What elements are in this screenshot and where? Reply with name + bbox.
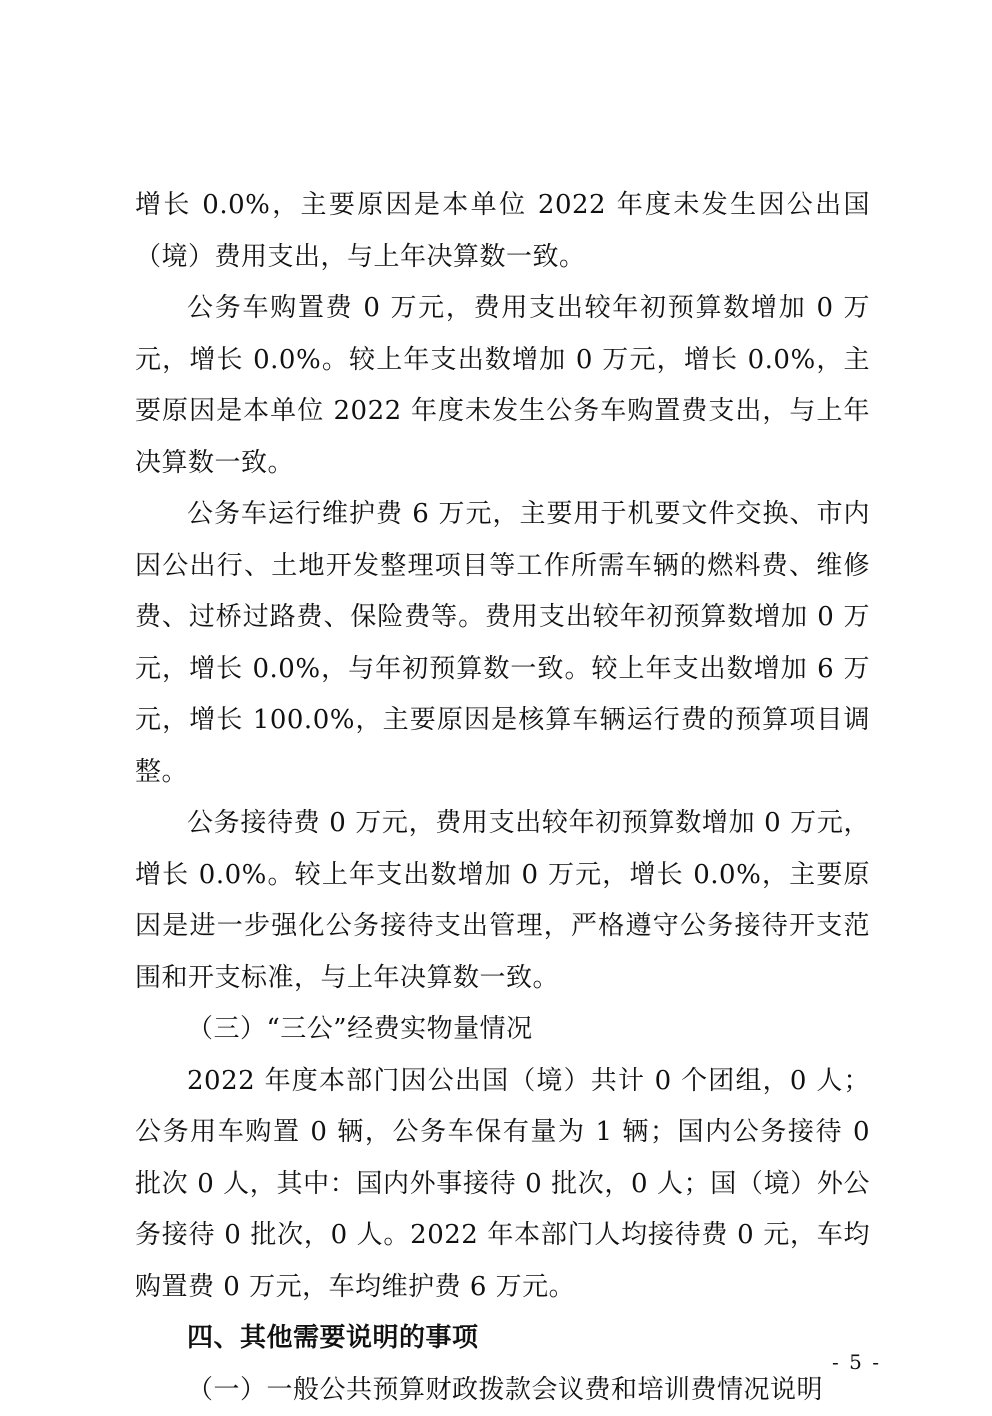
document-body: [135, 180, 870, 1416]
subheading-physical-quantities: （三）“三公”经费实物量情况: [135, 1004, 870, 1056]
paragraph-physical-quantities: 2022 年度本部门因公出国（境）共计 0 个团组，0 人；公务用车购置 0 辆，公务车保有量为 1 辆；国内公务接待 0 批次 0 人，其中：国内外事接待 0 批次，0 人；国（境）外公务接待 0 批次，0 人。2022 年本部门人均接待费 0 元，车均购置费 0 万元，车均维护费 6 万元。: [135, 1056, 870, 1314]
paragraph-reception-expenses: 公务接待费 0 万元，费用支出较年初预算数增加 0 万元，增长 0.0%。较上年支出数增加 0 万元，增长 0.0%，主要原因是进一步强化公务接待支出管理，严格遵守公务接待开支范围和开支标准，与上年决算数一致。: [135, 798, 870, 1004]
paragraph-foreign-travel-continuation: 增长 0.0%，主要原因是本单位 2022 年度未发生因公出国（境）费用支出，与上年决算数一致。: [135, 180, 870, 283]
subheading-meeting-training-fees: （一）一般公共预算财政拨款会议费和培训费情况说明: [135, 1365, 870, 1416]
paragraph-vehicle-purchase: 公务车购置费 0 万元，费用支出较年初预算数增加 0 万元，增长 0.0%。较上年支出数增加 0 万元，增长 0.0%，主要原因是本单位 2022 年度未发生公务车购置费支出，与上年决算数一致。: [135, 283, 870, 489]
section-heading-other-matters: 四、其他需要说明的事项: [135, 1313, 870, 1365]
paragraph-vehicle-maintenance: 公务车运行维护费 6 万元，主要用于机要文件交换、市内因公出行、土地开发整理项目等工作所需车辆的燃料费、维修费、过桥过路费、保险费等。费用支出较年初预算数增加 0 万元，增长 0.0%，与年初预算数一致。较上年支出数增加 6 万元，增长 100.0%，主要原因是核算车辆运行费的预算项目调整。: [135, 489, 870, 798]
page-number: - 5 -: [832, 1350, 881, 1374]
